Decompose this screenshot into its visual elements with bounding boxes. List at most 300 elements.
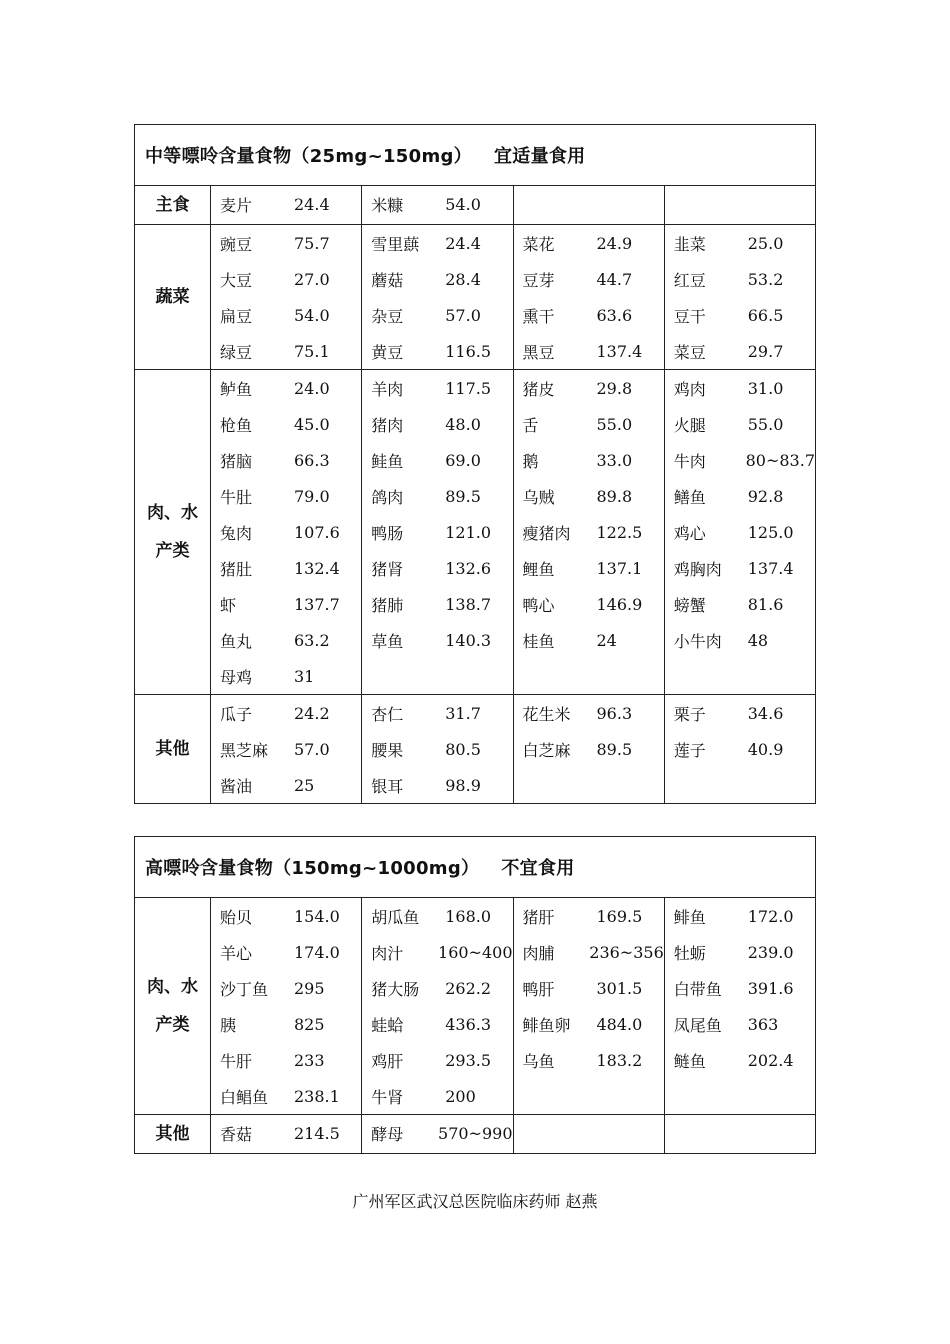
- purine-value: 236~356: [589, 942, 664, 962]
- food-item: [220, 261, 361, 297]
- food-name: 鸭肝: [522, 979, 555, 999]
- food-item: [523, 695, 664, 731]
- food-item: [371, 333, 512, 369]
- food-name: 猪肝: [522, 907, 555, 927]
- purine-value: 484.0: [596, 1014, 643, 1034]
- food-name: 麦片: [220, 195, 253, 215]
- purine-value: 34.6: [747, 703, 784, 723]
- food-name: 猪肉: [371, 415, 404, 435]
- food-item: [371, 731, 512, 767]
- food-item: [220, 934, 361, 970]
- purine-value: 154.0: [294, 906, 340, 926]
- purine-value: 92.8: [747, 486, 784, 506]
- food-column-cell: [362, 898, 513, 1115]
- food-item: [523, 370, 664, 406]
- food-item: [220, 731, 361, 767]
- food-name: 大豆: [220, 270, 253, 290]
- food-name: 白带鱼: [673, 979, 722, 999]
- food-item: [371, 934, 512, 970]
- food-column-cell: [513, 225, 664, 370]
- food-name: 栗子: [673, 704, 706, 724]
- food-name: 猪肺: [371, 595, 404, 615]
- purine-value: 79.0: [294, 486, 330, 506]
- purine-value: 24: [596, 630, 617, 650]
- table-row: [135, 898, 816, 1115]
- food-item: [371, 586, 512, 622]
- purine-value: 200: [445, 1086, 476, 1106]
- food-item: [371, 1006, 512, 1042]
- food-item: [371, 550, 512, 586]
- food-item: [523, 1042, 664, 1078]
- purine-value: 169.5: [596, 906, 643, 926]
- food-name: 豆芽: [522, 270, 555, 290]
- food-item: [371, 1078, 512, 1114]
- food-name: 火腿: [673, 415, 706, 435]
- food-name: 黄豆: [371, 342, 404, 362]
- food-column-cell: [513, 1115, 664, 1154]
- food-item: [371, 478, 512, 514]
- food-item: [220, 186, 361, 222]
- food-name: 熏干: [522, 306, 555, 326]
- purine-value: 80~83.7: [745, 450, 815, 470]
- food-item: [220, 406, 361, 442]
- food-name: 鲑鱼: [371, 451, 404, 471]
- food-name: 白鲳鱼: [220, 1087, 269, 1107]
- food-column-cell: [362, 1115, 513, 1154]
- food-name: 猪肚: [220, 559, 253, 579]
- food-column-cell: [211, 898, 362, 1115]
- purine-value: 238.1: [294, 1086, 340, 1106]
- food-name: 枪鱼: [220, 415, 253, 435]
- food-item: [523, 297, 664, 333]
- food-column-cell: [211, 225, 362, 370]
- food-name: 鸽肉: [371, 487, 404, 507]
- purine-value: 27.0: [294, 269, 330, 289]
- food-item: [523, 934, 664, 970]
- food-item: [220, 370, 361, 406]
- purine-value: 69.0: [445, 450, 481, 470]
- food-item: [371, 514, 512, 550]
- purine-value: 29.7: [747, 341, 784, 361]
- food-name: 肉脯: [522, 943, 555, 963]
- food-name: 小牛肉: [673, 631, 722, 651]
- food-item: [674, 898, 815, 934]
- food-name: 鹅: [522, 451, 539, 471]
- food-item: [371, 261, 512, 297]
- food-item: [220, 478, 361, 514]
- food-column-cell: [211, 1115, 362, 1154]
- food-name: 豌豆: [220, 234, 253, 254]
- purine-value: 28.4: [445, 269, 481, 289]
- food-name: 鸡肝: [371, 1051, 404, 1071]
- food-name: 酵母: [371, 1124, 404, 1144]
- food-name: 鸡胸肉: [673, 559, 722, 579]
- food-column-cell: [513, 898, 664, 1115]
- food-column-cell: [513, 695, 664, 804]
- food-name: 酱油: [220, 776, 253, 796]
- food-name: 草鱼: [371, 631, 404, 651]
- food-item: [523, 970, 664, 1006]
- food-item: [220, 970, 361, 1006]
- food-item: [220, 767, 361, 803]
- food-column-cell: [664, 186, 815, 225]
- food-item: [674, 297, 815, 333]
- purine-value: 89.8: [596, 486, 633, 506]
- purine-value: 89.5: [596, 739, 633, 759]
- food-name: 牛肾: [371, 1087, 404, 1107]
- purine-value: 125.0: [747, 522, 794, 542]
- food-column-cell: [664, 898, 815, 1115]
- food-name: 母鸡: [220, 667, 253, 687]
- purine-value: 45.0: [294, 414, 330, 434]
- purine-value: 137.4: [596, 341, 643, 361]
- food-item: [674, 1006, 815, 1042]
- purine-value: 436.3: [445, 1014, 492, 1034]
- purine-value: 55.0: [596, 414, 633, 434]
- food-name: 兔肉: [220, 523, 253, 543]
- purine-value: 24.4: [445, 233, 481, 253]
- purine-value: 183.2: [596, 1050, 643, 1070]
- purine-value: 55.0: [747, 414, 784, 434]
- purine-value: 293.5: [445, 1050, 492, 1070]
- food-item: [674, 478, 815, 514]
- food-item: [523, 514, 664, 550]
- purine-value: 121.0: [445, 522, 492, 542]
- purine-value: 98.9: [445, 775, 481, 795]
- purine-value: 107.6: [294, 522, 340, 542]
- food-item: [523, 225, 664, 261]
- purine-value: 160~400: [438, 942, 513, 962]
- category-label: 其他: [155, 1124, 190, 1144]
- category-label: 主食: [155, 195, 190, 215]
- food-item: [523, 550, 664, 586]
- food-item: [674, 970, 815, 1006]
- food-name: 胰: [220, 1015, 237, 1035]
- category-label: 肉、水产类: [147, 503, 198, 561]
- food-name: 鳝鱼: [673, 487, 706, 507]
- purine-value: 29.8: [596, 378, 633, 398]
- food-name: 菜花: [522, 234, 555, 254]
- purine-value: 24.2: [294, 703, 330, 723]
- food-item: [674, 586, 815, 622]
- food-name: 白芝麻: [522, 740, 571, 760]
- food-item: [674, 622, 815, 658]
- category-label: 蔬菜: [155, 287, 190, 307]
- purine-value: 66.3: [294, 450, 330, 470]
- food-name: 鲱鱼卵: [522, 1015, 571, 1035]
- table-row: [135, 370, 816, 695]
- food-item: [371, 970, 512, 1006]
- food-column-cell: [362, 225, 513, 370]
- purine-value: 202.4: [747, 1050, 794, 1070]
- purine-value: 117.5: [445, 378, 492, 398]
- purine-value: 63.2: [294, 630, 330, 650]
- food-name: 雪里蕻: [371, 234, 420, 254]
- purine-value: 825: [294, 1014, 325, 1034]
- table-row: [135, 186, 816, 225]
- food-column-cell: [211, 370, 362, 695]
- purine-value: 33.0: [596, 450, 633, 470]
- food-name: 鸭肠: [371, 523, 404, 543]
- purine-value: 363: [747, 1014, 779, 1034]
- food-item: [674, 514, 815, 550]
- category-cell: [135, 370, 211, 695]
- table-row: [135, 1115, 816, 1154]
- food-name: 杏仁: [371, 704, 404, 724]
- purine-value: 132.4: [294, 558, 340, 578]
- food-name: 虾: [220, 595, 237, 615]
- food-item: [220, 658, 361, 694]
- food-item: [523, 1006, 664, 1042]
- food-name: 绿豆: [220, 342, 253, 362]
- food-item: [371, 406, 512, 442]
- food-item: [220, 1042, 361, 1078]
- food-name: 鸭心: [522, 595, 555, 615]
- purine-value: 40.9: [747, 739, 784, 759]
- food-name: 蛙蛤: [371, 1015, 404, 1035]
- food-name: 瘦猪肉: [522, 523, 571, 543]
- moderate-advice-text: 宜适量食用: [493, 146, 586, 167]
- purine-value: 48: [747, 630, 769, 650]
- food-item: [674, 731, 815, 767]
- high-advice-text: 不宜食用: [501, 858, 575, 879]
- purine-value: 48.0: [445, 414, 481, 434]
- purine-value: 96.3: [596, 703, 633, 723]
- food-name: 扁豆: [220, 306, 253, 326]
- purine-value: 262.2: [445, 978, 492, 998]
- food-column-cell: [513, 370, 664, 695]
- food-item: [674, 225, 815, 261]
- purine-value: 137.1: [596, 558, 643, 578]
- purine-value: 122.5: [596, 522, 643, 542]
- food-name: 牛肝: [220, 1051, 253, 1071]
- food-item: [523, 406, 664, 442]
- purine-value: 137.7: [294, 594, 340, 614]
- purine-value: 89.5: [445, 486, 481, 506]
- food-name: 猪脑: [220, 451, 253, 471]
- food-item: [674, 934, 815, 970]
- category-cell: [135, 225, 211, 370]
- food-name: 牡蛎: [673, 943, 706, 963]
- purine-value: 168.0: [445, 906, 492, 926]
- food-item: [371, 622, 512, 658]
- food-name: 鲱鱼: [673, 907, 706, 927]
- food-item: [523, 442, 664, 478]
- purine-value: 31: [294, 666, 315, 686]
- food-item: [371, 297, 512, 333]
- purine-value: 57.0: [445, 305, 481, 325]
- food-name: 红豆: [673, 270, 706, 290]
- food-item: [371, 225, 512, 261]
- food-name: 杂豆: [371, 306, 404, 326]
- food-name: 鲤鱼: [522, 559, 555, 579]
- food-item: [220, 442, 361, 478]
- food-item: [674, 1042, 815, 1078]
- food-name: 螃蟹: [673, 595, 706, 615]
- purine-value: 81.6: [747, 594, 784, 614]
- purine-value: 31.7: [445, 703, 481, 723]
- category-label: 肉、水产类: [147, 977, 198, 1035]
- category-cell: [135, 1115, 211, 1154]
- purine-value: 54.0: [294, 305, 330, 325]
- food-name: 羊肉: [371, 379, 404, 399]
- purine-value: 391.6: [747, 978, 794, 998]
- food-name: 鸡心: [673, 523, 706, 543]
- food-name: 猪肾: [371, 559, 404, 579]
- food-name: 猪皮: [522, 379, 555, 399]
- purine-value: 138.7: [445, 594, 492, 614]
- food-name: 舌: [522, 415, 539, 435]
- food-item: [220, 1115, 361, 1151]
- food-item: [371, 186, 512, 222]
- food-item: [674, 442, 815, 478]
- food-item: [220, 586, 361, 622]
- food-column-cell: [664, 695, 815, 804]
- purine-value: 214.5: [294, 1123, 340, 1143]
- footer-credit: 广州军区武汉总医院临床药师 赵燕: [352, 1192, 598, 1211]
- food-item: [220, 550, 361, 586]
- food-name: 鱼丸: [220, 631, 253, 651]
- purine-value: 44.7: [596, 269, 633, 289]
- food-name: 乌鱼: [522, 1051, 555, 1071]
- purine-value: 172.0: [747, 906, 794, 926]
- purine-value: 570~990: [438, 1123, 513, 1143]
- table-row: [135, 225, 816, 370]
- food-name: 肉汁: [371, 943, 404, 963]
- food-item: [220, 1006, 361, 1042]
- moderate-table-title: [135, 125, 816, 186]
- food-item: [371, 695, 512, 731]
- food-column-cell: [664, 225, 815, 370]
- moderate-title-text: 中等嘌呤含量食物（25mg~150mg）: [145, 146, 472, 167]
- food-item: [371, 767, 512, 803]
- food-name: 腰果: [371, 740, 404, 760]
- purine-value: 116.5: [445, 341, 492, 361]
- food-column-cell: [362, 186, 513, 225]
- food-item: [674, 370, 815, 406]
- food-name: 韭菜: [673, 234, 706, 254]
- food-item: [220, 297, 361, 333]
- food-item: [523, 586, 664, 622]
- food-item: [371, 1042, 512, 1078]
- food-item: [674, 695, 815, 731]
- moderate-purine-table: [134, 124, 816, 804]
- food-column-cell: [211, 186, 362, 225]
- food-item: [220, 1078, 361, 1114]
- food-name: 豆干: [673, 306, 706, 326]
- food-name: 牛肉: [673, 451, 706, 471]
- high-purine-table: [134, 836, 816, 1154]
- food-column-cell: [362, 695, 513, 804]
- purine-value: 132.6: [445, 558, 492, 578]
- purine-value: 25.0: [747, 233, 784, 253]
- food-name: 黑芝麻: [220, 740, 269, 760]
- food-column-cell: [362, 370, 513, 695]
- food-name: 乌贼: [522, 487, 555, 507]
- food-name: 香菇: [220, 1124, 253, 1144]
- food-name: 鲈鱼: [220, 379, 253, 399]
- food-item: [674, 550, 815, 586]
- category-cell: [135, 898, 211, 1115]
- food-item: [674, 333, 815, 369]
- purine-value: 137.4: [747, 558, 794, 578]
- food-column-cell: [211, 695, 362, 804]
- food-item: [523, 898, 664, 934]
- food-item: [674, 406, 815, 442]
- food-name: 银耳: [371, 776, 404, 796]
- purine-value: 75.1: [294, 341, 330, 361]
- food-name: 沙丁鱼: [220, 979, 269, 999]
- food-name: 菜豆: [673, 342, 706, 362]
- purine-value: 75.7: [294, 233, 330, 253]
- high-table-title: [135, 837, 816, 898]
- category-cell: [135, 186, 211, 225]
- food-column-cell: [664, 370, 815, 695]
- food-item: [220, 622, 361, 658]
- food-item: [523, 731, 664, 767]
- food-item: [371, 1115, 512, 1151]
- food-name: 黑豆: [522, 342, 555, 362]
- food-item: [523, 333, 664, 369]
- purine-value: 25: [294, 775, 315, 795]
- purine-value: 63.6: [596, 305, 633, 325]
- purine-value: 301.5: [596, 978, 643, 998]
- high-title-text: 高嘌呤含量食物（150mg~1000mg）: [145, 858, 480, 879]
- category-cell: [135, 695, 211, 804]
- food-item: [220, 333, 361, 369]
- purine-value: 57.0: [294, 739, 330, 759]
- food-item: [523, 478, 664, 514]
- purine-value: 80.5: [445, 739, 481, 759]
- purine-value: 31.0: [747, 378, 784, 398]
- purine-value: 24.9: [596, 233, 633, 253]
- food-item: [371, 442, 512, 478]
- food-name: 胡瓜鱼: [371, 907, 420, 927]
- food-item: [220, 514, 361, 550]
- purine-value: 24.0: [294, 378, 330, 398]
- food-name: 牛肚: [220, 487, 253, 507]
- food-name: 米糠: [371, 195, 404, 215]
- food-name: 贻贝: [220, 907, 253, 927]
- food-name: 羊心: [220, 943, 253, 963]
- food-item: [523, 261, 664, 297]
- food-name: 鸡肉: [673, 379, 706, 399]
- food-item: [371, 370, 512, 406]
- food-column-cell: [513, 186, 664, 225]
- purine-value: 146.9: [596, 594, 643, 614]
- food-name: 猪大肠: [371, 979, 420, 999]
- food-item: [674, 261, 815, 297]
- purine-value: 233: [294, 1050, 325, 1070]
- category-label: 其他: [155, 739, 190, 759]
- food-item: [523, 622, 664, 658]
- purine-value: 239.0: [747, 942, 794, 962]
- food-item: [220, 695, 361, 731]
- purine-value: 140.3: [445, 630, 492, 650]
- food-name: 桂鱼: [522, 631, 555, 651]
- table-row: [135, 695, 816, 804]
- food-name: 凤尾鱼: [673, 1015, 722, 1035]
- purine-value: 24.4: [294, 194, 330, 214]
- purine-value: 295: [294, 978, 325, 998]
- purine-value: 54.0: [445, 194, 481, 214]
- food-name: 鲢鱼: [673, 1051, 706, 1071]
- food-name: 莲子: [673, 740, 706, 760]
- food-column-cell: [664, 1115, 815, 1154]
- purine-value: 174.0: [294, 942, 340, 962]
- food-name: 花生米: [522, 704, 571, 724]
- food-name: 蘑菇: [371, 270, 404, 290]
